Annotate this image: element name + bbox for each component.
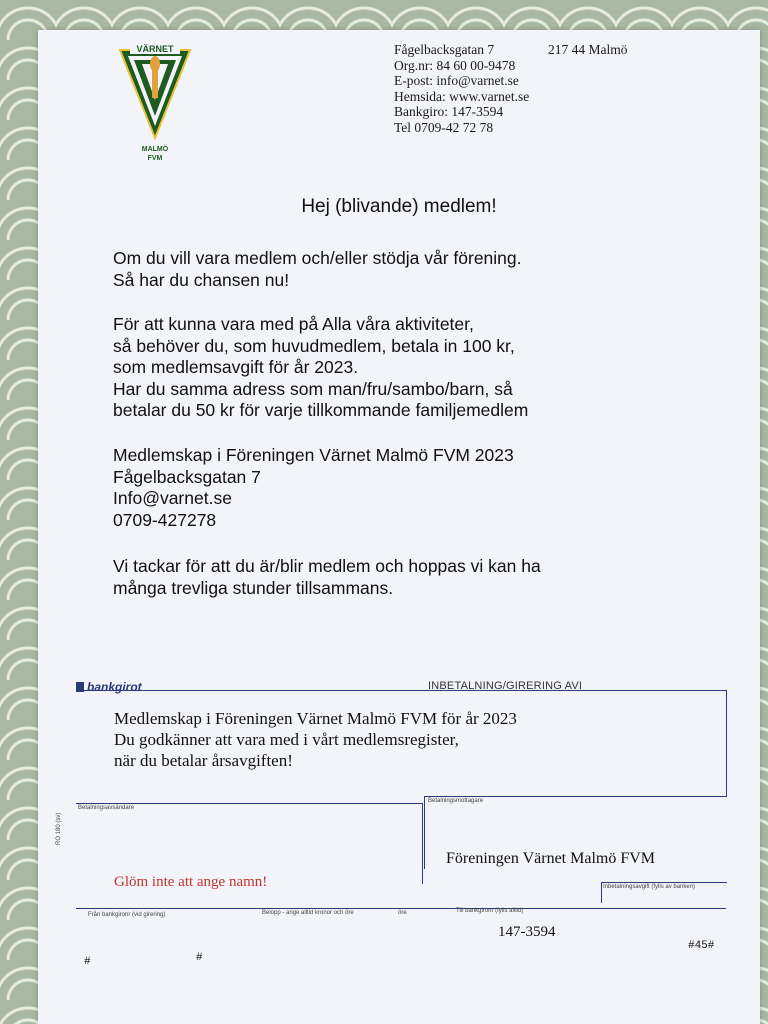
website-line: Hemsida: www.varnet.se (394, 88, 530, 104)
greeting-heading: Hej (blivande) medlem! (301, 196, 497, 217)
amount-label: Belopp - ange alltid kronor och öre (262, 910, 354, 916)
from-account-label: Från bankgironr (vid girering) (88, 912, 166, 918)
letter-page (38, 30, 760, 1024)
recipient-name: Föreningen Värnet Malmö FVM (446, 850, 656, 867)
slip-bottom-rule (76, 908, 726, 909)
message-line: Medlemskap i Föreningen Värnet Malmö FVM för år 2023 (114, 709, 517, 728)
paragraph-thanks (113, 556, 733, 599)
bankgiro-number: 147-3594 (498, 924, 556, 940)
letterhead-address (394, 42, 724, 136)
text-line: För att kunna vara med på Alla våra aktiviteter, (113, 314, 474, 334)
street-address: Fågelbacksgatan 7 (394, 42, 495, 57)
recipient-label: Betalningsmottagare (428, 798, 484, 804)
ocr-mark-left: # (84, 956, 91, 968)
slip-title: INBETALNING/GIRERING AVI (428, 680, 583, 692)
text-line: Info@varnet.se (113, 488, 232, 508)
sender-label: Betalningsavsändare (78, 805, 135, 811)
fee-label: Inbetalningsavgift (fylls av banken) (603, 884, 696, 890)
text-line: som medlemsavgift för år 2023. (113, 357, 359, 377)
text-line: Medlemskap i Föreningen Värnet Malmö FVM 2023 (113, 445, 514, 465)
sender-box (76, 803, 423, 884)
ore-label: öre (398, 910, 407, 916)
ocr-mark-right: #45# (688, 940, 715, 952)
text-line: betalar du 50 kr för varje tillkommande familjemedlem (113, 400, 529, 420)
text-line: så behöver du, som huvudmedlem, betala in 100 kr, (113, 335, 515, 356)
to-account-label: Till bankgironr (fylls alltid) (456, 908, 524, 914)
text-line: Fågelbacksgatan 7 (113, 466, 261, 487)
ocr-mark-middle: # (196, 952, 203, 964)
text-line: Så har du chansen nu! (113, 269, 290, 290)
text-line: Vi tackar för att du är/blir medlem och hoppas vi kan ha (113, 556, 541, 576)
reminder-note: Glöm inte att ange namn! (114, 874, 268, 890)
bankgiro-payment-slip (56, 680, 726, 918)
email-line: E-post: info@varnet.se (394, 73, 519, 89)
message-line: när du betalar årsavgiften! (114, 751, 293, 770)
bankgiro-line: Bankgiro: 147-3594 (394, 104, 504, 120)
org-number: Org.nr: 84 60 00-9478 (394, 57, 516, 73)
phone-line: Tel 0709-42 72 78 (394, 119, 494, 135)
text-line: många trevliga stunder tillsammans. (113, 577, 394, 598)
paragraph-contact (113, 445, 733, 531)
logo-bottom-text-1: MALMÖ (141, 146, 169, 153)
slip-message (114, 708, 517, 771)
paragraph-intro (113, 248, 733, 291)
zip-city: 217 44 Malmö (548, 42, 628, 57)
text-line: Om du vill vara medlem och/eller stödja vår förening. (113, 248, 522, 268)
bankgirot-brand: bankgirot (87, 680, 142, 694)
text-line: Har du samma adress som man/fru/sambo/barn, så (113, 378, 513, 399)
paragraph-fees (113, 314, 733, 422)
message-line: Du godkänner att vara med i vårt medlemsregister, (114, 730, 459, 749)
form-code-label: RO 180 (sv) (56, 812, 62, 845)
logo-top-text: VÄRNET (136, 44, 174, 54)
club-logo (116, 42, 194, 162)
text-line: 0709-427278 (113, 509, 217, 530)
logo-bottom-text-2: FVM (147, 155, 163, 162)
